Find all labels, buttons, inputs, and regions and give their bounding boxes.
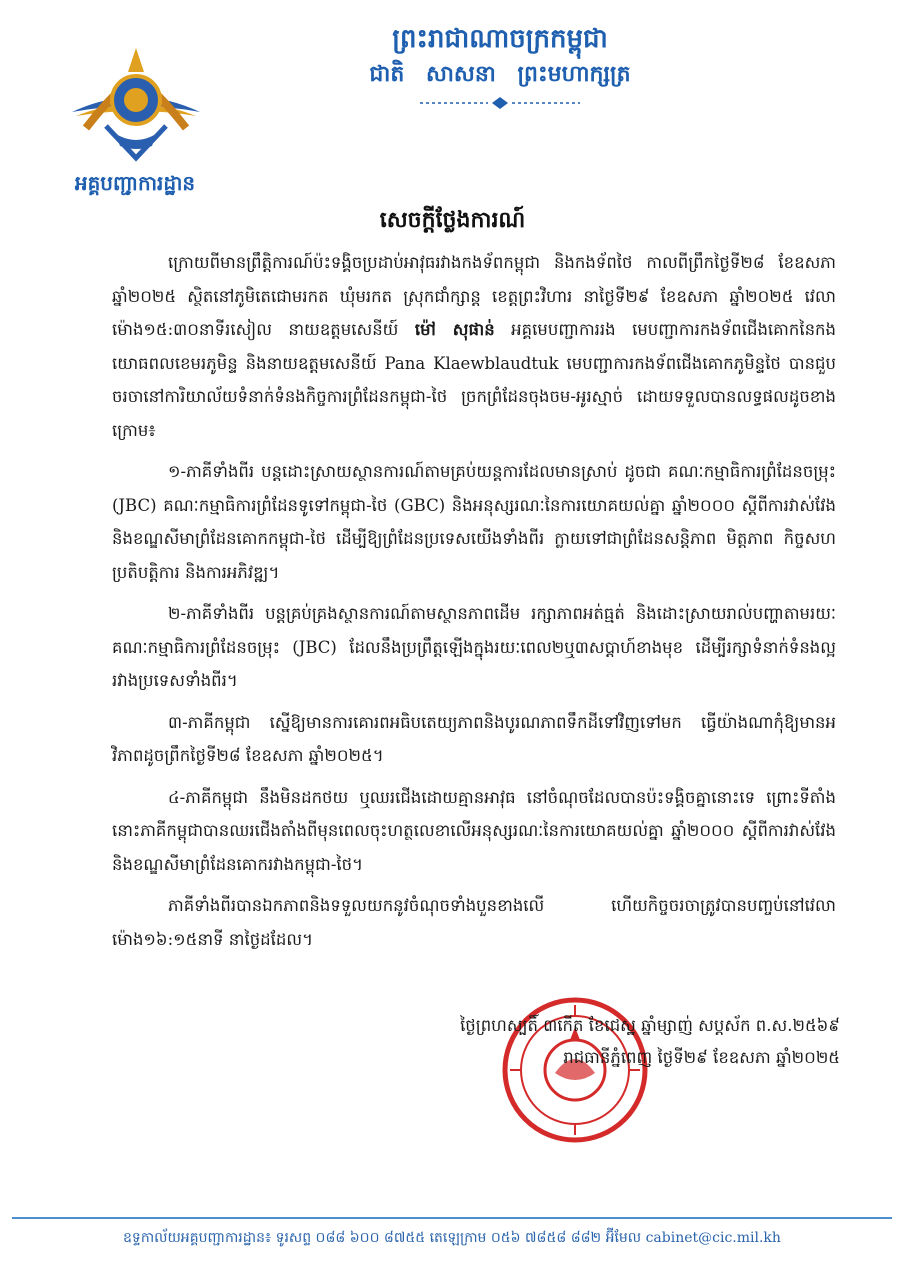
point-3-paragraph: ៣-ភាគីកម្ពុជា ស្នើឱ្យមានការគោរពអធិបតេយ្យភាពនិងបូរណភាពទឹកដីទៅវិញទៅមក ធ្វើយ៉ាងណាកុំឱ្យមានអវិភាពដូចព្រឹកថ្ងៃទី២៨ ខែឧសភា ឆ្នាំ២០២៥។ bbox=[112, 712, 836, 765]
footer-contact: ឧទ្ទកាល័យអគ្គបញ្ជាការដ្ឋាន៖ ទូរសព្ទ ០៨៨ ៦០០ ៨៧៥៥ តេឡេក្រាម ០៥៦ ៧៨៥៨ ៨៨២ អ៊ីមែល cabinet@cic.mil.kh bbox=[123, 1230, 781, 1246]
point-1-paragraph: ១-ភាគីទាំងពីរ បន្តដោះស្រាយស្ថានការណ៍តាមគ្រប់យន្តការដែលមានស្រាប់ ដូចជា គណៈកម្មាធិការព្រំដែនចម្រុះ (JBC) គណៈកម្មាធិការព្រំដែនទូទៅកម្ពុជា-ថៃ (GBC) និងអនុស្សរណៈនៃការយោគយល់គ្នា ឆ្នាំ២០០០ ស្ដីពីការវាស់វែងនិងខណ្ឌសីមាព្រំដែនគោកកម្ពុជា-ថៃ ដើម្បីឱ្យព្រំដែនប្រទេសយើងទាំងពីរ ក្លាយទៅជាព្រំដែនសន្តិភាព មិត្តភាព កិច្ចសហប្រតិបត្តិការ និងការអភិវឌ្ឍ។ bbox=[112, 462, 836, 582]
military-emblem-icon bbox=[66, 42, 206, 164]
closing-paragraph: ភាគីទាំងពីរបានឯកភាពនិងទទួលយកនូវចំណុចទាំងបួនខាងលើ ហើយកិច្ចចរចាត្រូវបានបញ្ចប់នៅវេលាម៉ោង១៦:១៥នាទី នាថ្ងៃដដែល។ bbox=[112, 896, 836, 949]
divider-ornament-icon bbox=[420, 96, 580, 110]
lunar-date: ថ្ងៃព្រហស្បតិ៍ ៣កើត ខែជេស្ឋ ឆ្នាំម្សាញ់ សប្តស័ក ព.ស.២៥៦៩ bbox=[460, 1016, 840, 1035]
national-motto: ជាតិ សាសនា ព្រះមហាក្សត្រ bbox=[369, 61, 631, 87]
point-4-paragraph: ៤-ភាគីកម្ពុជា នឹងមិនដកថយ ឬឈរជើងដោយគ្មានអាវុធ នៅចំណុចដែលបានប៉ះទង្គិចគ្នានោះទេ ព្រោះទីតាំងនោះភាគីកម្ពុជាបានឈរជើងតាំងពីមុនពេលចុះហត្ថលេខាលើអនុស្សរណៈនៃការយោគយល់គ្នា ឆ្នាំ២០០០ ស្ដីពីការវាស់វែងនិងខណ្ឌសីមាព្រំដែនគោករវាងកម្ពុជា-ថៃ។ bbox=[112, 787, 836, 874]
point-2-paragraph: ២-ភាគីទាំងពីរ បន្តគ្រប់គ្រងស្ថានការណ៍តាមស្ថានភាពដើម រក្សាភាពអត់ធ្មត់ និងដោះស្រាយរាល់បញ្ហាតាមរយៈគណៈកម្មាធិការព្រំដែនចម្រុះ (JBC) ដែលនឹងប្រព្រឹត្តឡើងក្នុងរយៈពេល២ឬ៣សប្ដាហ៍ខាងមុខ ដើម្បីរក្សាទំនាក់ទំនងល្អរវាងប្រទេសទាំងពីរ។ bbox=[112, 604, 836, 690]
signature-block bbox=[300, 1010, 840, 1074]
footer-divider bbox=[12, 1217, 892, 1219]
kingdom-title: ព្រះរាជាណាចក្រកម្ពុជា bbox=[392, 24, 608, 54]
document-title: សេចក្ដីថ្លែងការណ៍ bbox=[379, 207, 526, 233]
officer-name: ម៉ៅ សុផាន់ bbox=[414, 320, 495, 339]
place-and-date: រាជធានីភ្នំពេញ ថ្ងៃទី២៩ ខែឧសភា ឆ្នាំ២០២៥ bbox=[563, 1048, 840, 1067]
organization-name: អគ្គបញ្ជាការដ្ឋាន bbox=[74, 171, 196, 195]
statement-body bbox=[112, 246, 836, 964]
intro-paragraph: ក្រោយពីមានព្រឹត្តិការណ៍ប៉ះទង្គិចប្រដាប់អាវុធរវាងកងទ័ពកម្ពុជា និងកងទ័ពថៃ កាលពីព្រឹកថ្ងៃទី២៨ ខែឧសភា ឆ្នាំ២០២៥ ស្ថិតនៅភូមិតេជោមរកត ឃុំមរកត ស្រុកជាំក្សាន្ត ខេត្តព្រះវិហារ នាថ្ងៃទី២៩ ខែឧសភា ឆ្នាំ២០២៥ វេលាម៉ោង១៥:៣០នាទីរសៀល នាយឧត្តមសេនីយ៍ ម៉ៅ សុផាន់ អគ្គមេបញ្ជាការរង មេបញ្ជាការកងទ័ពជើងគោកនៃកងយោធពលខេមរភូមិន្ទ និងនាយឧត្តមសេនីយ៍ Pana Klaewblaudtuk មេបញ្ជាការកងទ័ពជើងគោកភូមិន្ទថៃ បានជួបចរចានៅការិយាល័យទំនាក់ទំនងកិច្ចការព្រំដែនកម្ពុជា-ថៃ ច្រកព្រំដែនចុងចម-អូរស្មាច់ ដោយទទួលបានលទ្ធផលដូចខាងក្រោម៖ bbox=[112, 253, 836, 440]
